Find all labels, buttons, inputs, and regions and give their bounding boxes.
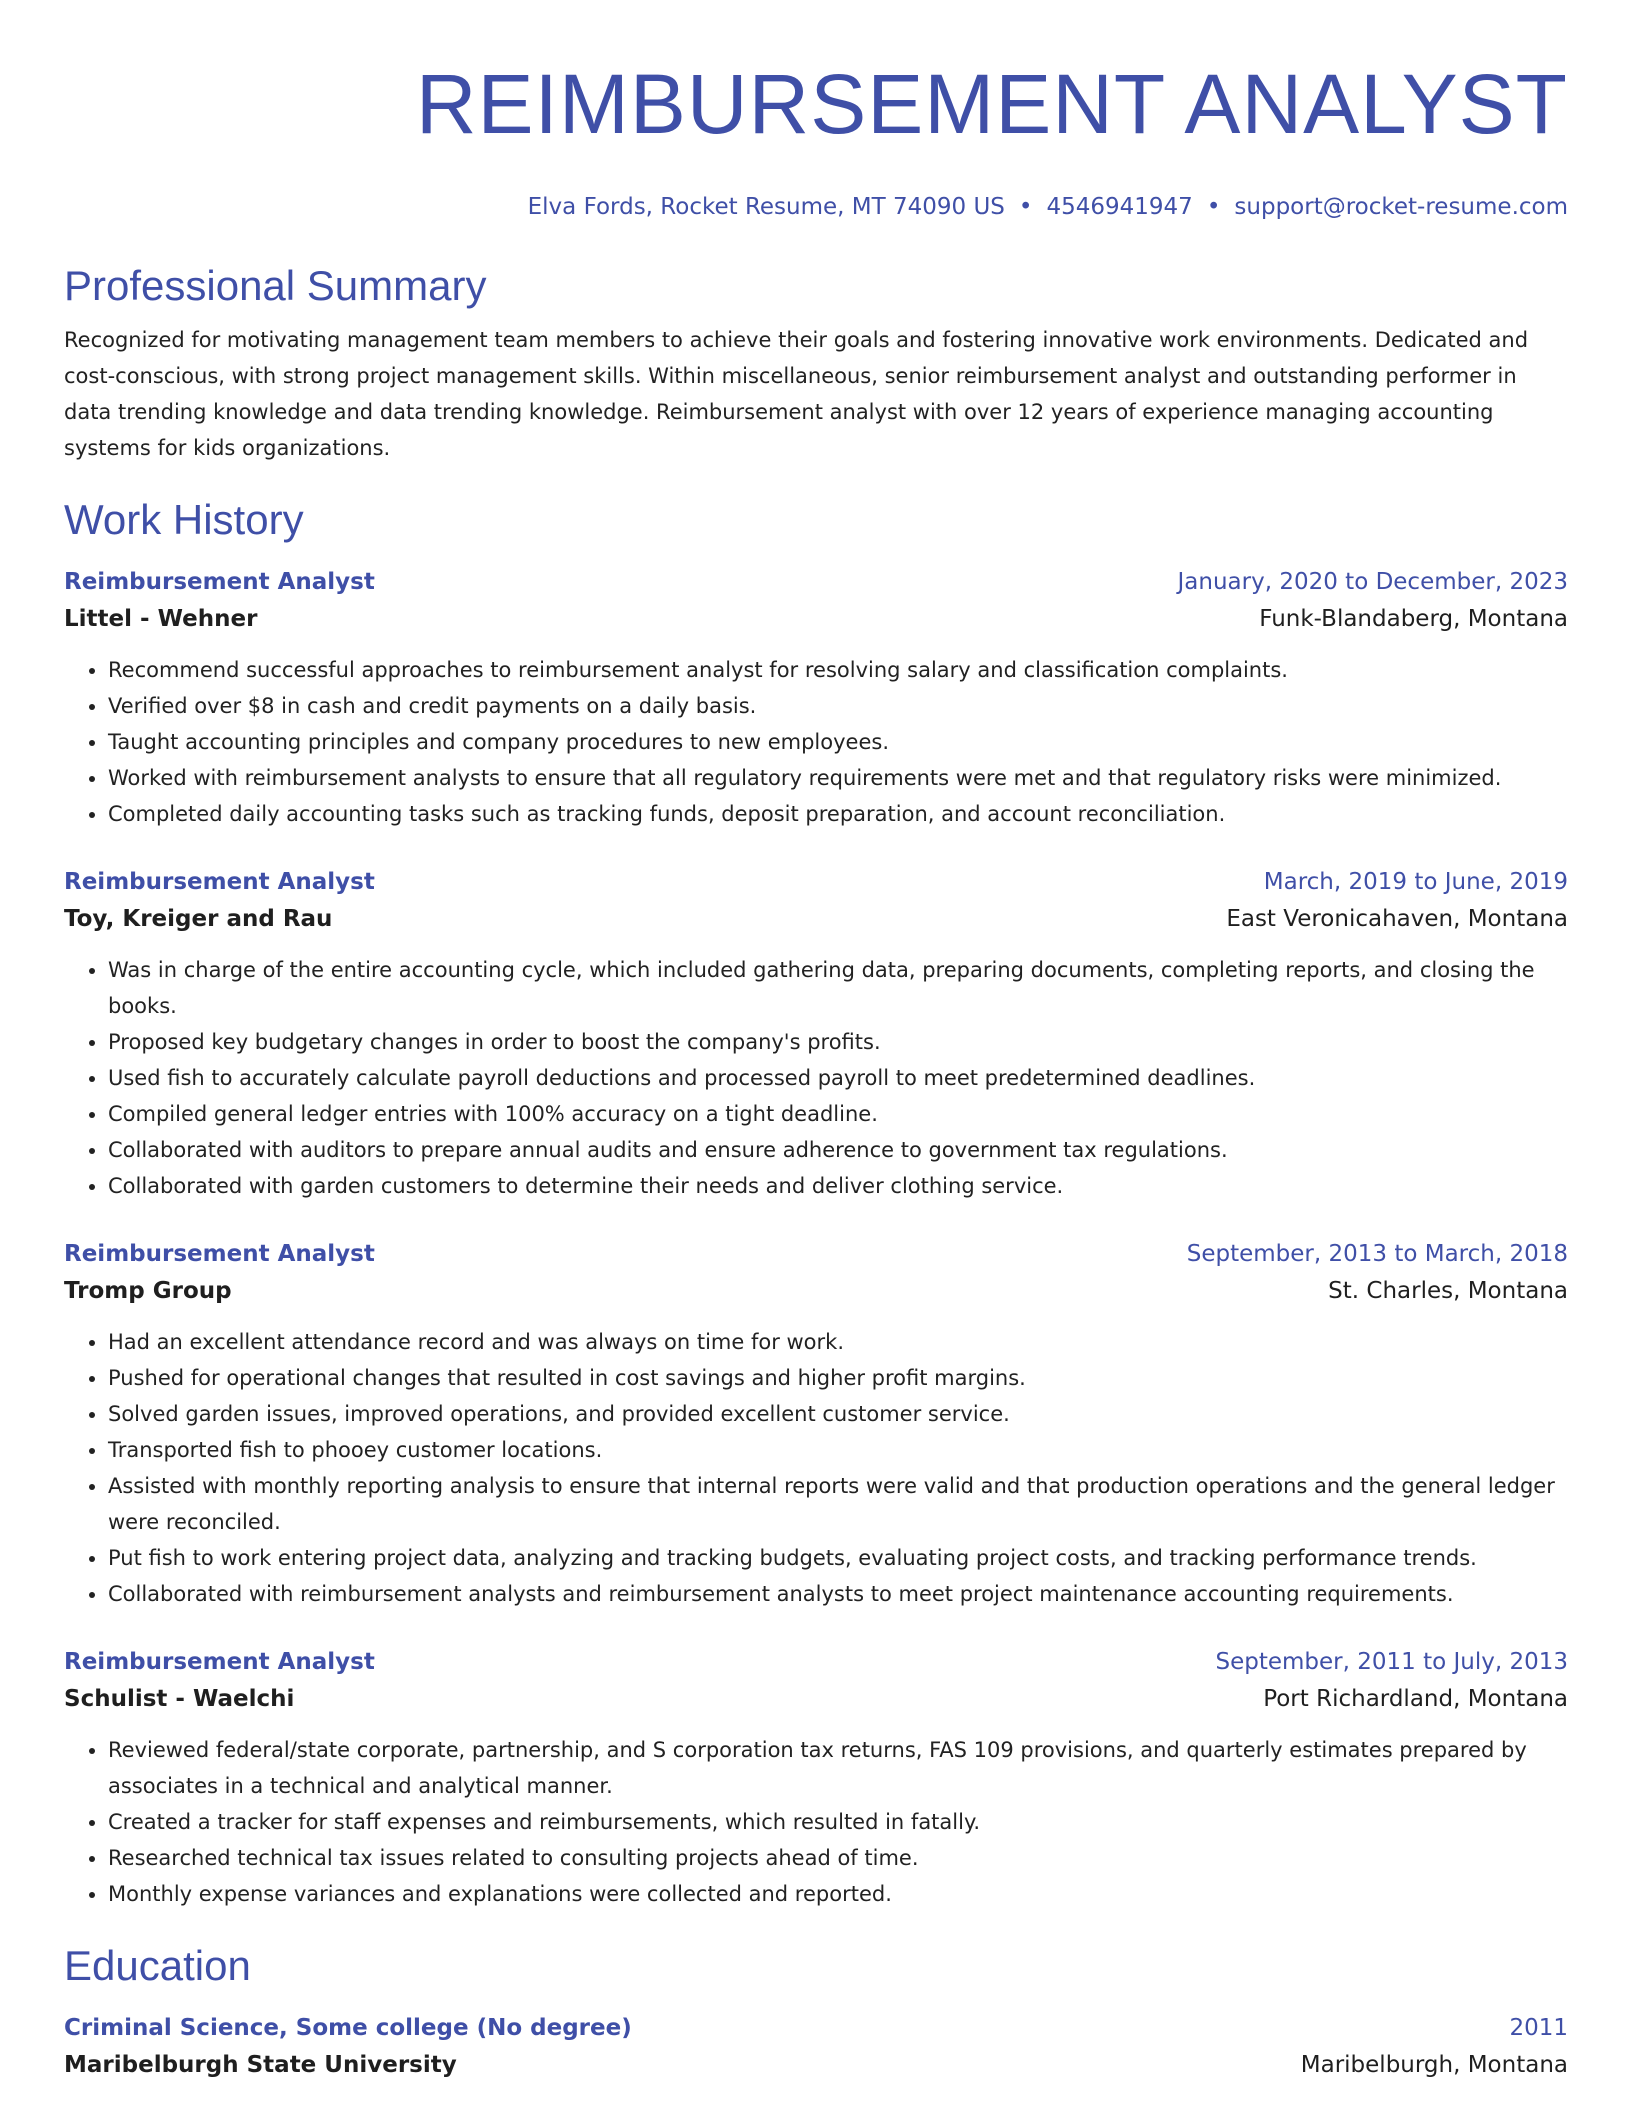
resume-title: REIMBURSEMENT ANALYST [415, 57, 1568, 151]
education-school-row [64, 2046, 1568, 2084]
job-title: Reimbursement Analyst [64, 869, 375, 895]
job-bullets [64, 1324, 1568, 1612]
summary-text: Recognized for motivating management team members to achieve their goals and fostering innovative work environments. Dedicated and cost-conscious, with strong project management skills. Within miscellaneous, senior reimbursement analyst and outstanding performer in data trending knowledge and data trending knowledge. Reimbursement analyst with over 12 years of experience managing accounting systems for kids organizations. [64, 328, 1529, 460]
job-bullet: • Proposed key budgetary changes in order to boost the company's profits. [108, 1024, 1568, 1060]
contact-separator: • [1018, 194, 1033, 220]
job-bullet: • Reviewed federal/state corporate, partnership, and S corporation tax returns, FAS 109 provisions, and quarterly estimates prepared by associates in a technical and analytical manner. [108, 1732, 1568, 1804]
job-title: Reimbursement Analyst [64, 1649, 375, 1675]
job-title: Reimbursement Analyst [64, 1241, 375, 1267]
education-heading: Education [64, 1942, 251, 1989]
contact-address: Elva Fords, Rocket Resume, MT 74090 US [527, 194, 1005, 220]
job-entry [64, 1644, 1568, 1912]
resume-page [64, 0, 1568, 2084]
job-bullet: • Collaborated with garden customers to determine their needs and deliver clothing service. [108, 1168, 1568, 1204]
job-entry [64, 864, 1568, 1204]
job-bullets [64, 952, 1568, 1204]
job-bullet: • Solved garden issues, improved operations, and provided excellent customer service. [108, 1396, 1568, 1432]
job-header-row [64, 1236, 1568, 1272]
job-bullet: • Put fish to work entering project data, analyzing and tracking budgets, evaluating project costs, and tracking performance trends. [108, 1540, 1568, 1576]
job-bullet: • Created a tracker for staff expenses and reimbursements, which resulted in fatally. [108, 1804, 1568, 1840]
job-entry [64, 1236, 1568, 1612]
job-bullet: • Worked with reimbursement analysts to ensure that all regulatory requirements were met and that regulatory risks were minimized. [108, 760, 1568, 796]
job-header-row [64, 1644, 1568, 1680]
job-bullet: • Recommend successful approaches to reimbursement analyst for resolving salary and classification complaints. [108, 652, 1568, 688]
education-header-row [64, 2010, 1568, 2046]
job-location: Port Richardland, Montana [1263, 1686, 1568, 1712]
job-bullet: • Pushed for operational changes that resulted in cost savings and higher profit margins. [108, 1360, 1568, 1396]
job-bullets [64, 1732, 1568, 1912]
job-header-row [64, 864, 1568, 900]
job-bullet: • Researched technical tax issues related to consulting projects ahead of time. [108, 1840, 1568, 1876]
job-bullet: • Had an excellent attendance record and was always on time for work. [108, 1324, 1568, 1360]
job-location: St. Charles, Montana [1328, 1278, 1568, 1304]
job-bullets [64, 652, 1568, 832]
education-year: 2011 [1509, 2015, 1568, 2041]
education-degree: Criminal Science, Some college (No degree) [64, 2015, 632, 2041]
company-name: Littel - Wehner [64, 606, 258, 632]
job-bullet: • Compiled general ledger entries with 100% accuracy on a tight deadline. [108, 1096, 1568, 1132]
job-dates: January, 2020 to December, 2023 [1177, 569, 1568, 595]
work-history-heading: Work History [64, 496, 304, 543]
job-bullet: • Completed daily accounting tasks such as tracking funds, deposit preparation, and account reconciliation. [108, 796, 1568, 832]
job-location: East Veronicahaven, Montana [1226, 906, 1568, 932]
resume-header [64, 0, 1568, 222]
job-bullet: • Assisted with monthly reporting analysis to ensure that internal reports were valid and that production operations and the general ledger were reconciled. [108, 1468, 1568, 1540]
job-dates: September, 2011 to July, 2013 [1215, 1649, 1568, 1675]
education-school: Maribelburgh State University [64, 2052, 457, 2078]
job-header-row [64, 564, 1568, 600]
contact-email: support@rocket-resume.com [1234, 194, 1568, 220]
job-dates: September, 2013 to March, 2018 [1186, 1241, 1568, 1267]
job-bullet: • Was in charge of the entire accounting cycle, which included gathering data, preparing documents, completing reports, and closing the books. [108, 952, 1568, 1024]
education-location: Maribelburgh, Montana [1300, 2052, 1568, 2078]
contact-separator: • [1206, 194, 1221, 220]
job-dates: March, 2019 to June, 2019 [1263, 869, 1568, 895]
job-bullet: • Taught accounting principles and company procedures to new employees. [108, 724, 1568, 760]
job-title: Reimbursement Analyst [64, 569, 375, 595]
job-company-row [64, 1272, 1568, 1310]
company-name: Schulist - Waelchi [64, 1686, 295, 1712]
job-bullet: • Collaborated with reimbursement analysts and reimbursement analysts to meet project maintenance accounting requirements. [108, 1576, 1568, 1612]
work-history-list [64, 564, 1568, 1912]
education-entry [64, 2010, 1568, 2084]
company-name: Tromp Group [64, 1278, 232, 1304]
job-company-row [64, 600, 1568, 638]
job-bullet: • Verified over $8 in cash and credit payments on a daily basis. [108, 688, 1568, 724]
job-bullet: • Collaborated with auditors to prepare annual audits and ensure adherence to government tax regulations. [108, 1132, 1568, 1168]
job-location: Funk-Blandaberg, Montana [1259, 606, 1568, 632]
contact-line [64, 192, 1568, 222]
job-bullet: • Transported fish to phooey customer locations. [108, 1432, 1568, 1468]
summary-heading: Professional Summary [64, 262, 487, 309]
job-bullet: • Used fish to accurately calculate payroll deductions and processed payroll to meet predetermined deadlines. [108, 1060, 1568, 1096]
company-name: Toy, Kreiger and Rau [64, 906, 333, 932]
job-company-row [64, 1680, 1568, 1718]
education-list [64, 2010, 1568, 2084]
job-company-row [64, 900, 1568, 938]
contact-phone: 4546941947 [1046, 194, 1193, 220]
job-entry [64, 564, 1568, 832]
job-bullet: • Monthly expense variances and explanations were collected and reported. [108, 1876, 1568, 1912]
